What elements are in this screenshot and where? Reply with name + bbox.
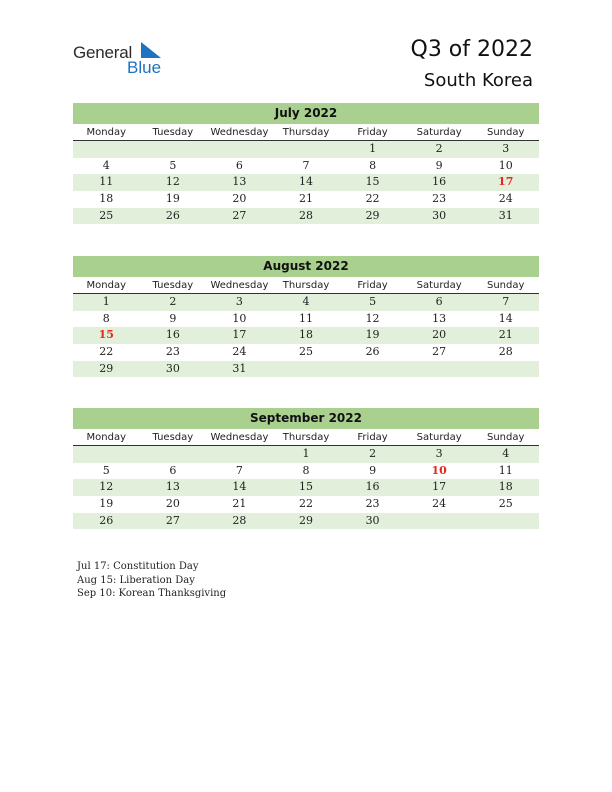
weekday-label: Thursday: [282, 127, 330, 138]
day-cell: 12: [165, 175, 180, 189]
week-row: [73, 294, 539, 311]
day-cell: 31: [232, 361, 247, 375]
brand-blue-text: Blue: [127, 58, 162, 77]
day-cell: 2: [169, 295, 177, 308]
day-cell: 20: [165, 497, 180, 511]
day-cell: 12: [99, 480, 114, 494]
day-cell: 16: [165, 328, 180, 342]
day-cell: 18: [99, 192, 114, 206]
day-cell: 26: [165, 208, 180, 222]
week-row: [73, 479, 539, 496]
day-cell: 20: [432, 328, 447, 342]
day-cell: 28: [298, 208, 313, 222]
day-cell: 1: [302, 447, 310, 460]
month-calendar-september: [73, 408, 539, 529]
weekday-label: Saturday: [416, 432, 462, 443]
month-title: July 2022: [73, 103, 539, 124]
day-cell: 11: [498, 463, 513, 477]
weekday-label: Monday: [86, 127, 127, 138]
week-row: [73, 344, 539, 361]
holiday-notes: [77, 560, 226, 601]
week-row: [73, 463, 539, 480]
weekday-label: Wednesday: [210, 280, 269, 291]
day-cell: 8: [302, 463, 310, 477]
day-cell: 9: [435, 158, 443, 172]
day-cell: 10: [232, 311, 247, 325]
day-cell: 28: [232, 513, 247, 527]
day-cell: 10: [498, 158, 513, 172]
day-cell: 14: [298, 175, 313, 189]
day-cell: 4: [102, 158, 110, 172]
weekday-label: Friday: [357, 280, 388, 291]
day-cell: 4: [502, 447, 510, 460]
day-cell: 24: [232, 345, 247, 359]
week-row: [73, 158, 539, 175]
day-cell: [472, 361, 539, 378]
day-cell: 23: [365, 497, 380, 511]
day-cell: 24: [432, 497, 447, 511]
day-cell: 23: [165, 345, 180, 359]
day-cell: 24: [498, 192, 513, 206]
weekday-label: Saturday: [416, 127, 462, 138]
day-cell: 8: [369, 158, 377, 172]
week-row: [73, 208, 539, 225]
weekday-label: Thursday: [282, 280, 330, 291]
day-cell: 31: [498, 208, 513, 222]
weekday-label: Tuesday: [152, 127, 194, 138]
weekday-header-row: [73, 124, 539, 141]
day-cell: 19: [99, 497, 114, 511]
day-cell: 10: [431, 463, 447, 477]
day-cell: 6: [169, 463, 177, 477]
day-cell: 30: [165, 361, 180, 375]
day-cell: 8: [102, 311, 110, 325]
day-cell: 1: [369, 142, 377, 155]
day-cell: 6: [435, 295, 443, 308]
day-cell: 2: [369, 447, 377, 460]
day-cell: 3: [235, 295, 243, 308]
day-cell: 5: [369, 295, 377, 308]
holiday-note: Sep 10: Korean Thanksgiving: [77, 588, 227, 599]
weekday-label: Sunday: [486, 127, 525, 138]
day-cell: 19: [365, 328, 380, 342]
week-row: [73, 513, 539, 530]
day-cell: [73, 141, 140, 158]
weekday-label: Sunday: [486, 432, 525, 443]
day-cell: 15: [365, 175, 380, 189]
day-cell: 27: [232, 208, 247, 222]
page-subtitle: South Korea: [423, 70, 533, 91]
day-cell: [140, 446, 207, 463]
day-cell: 16: [432, 175, 447, 189]
weekday-label: Wednesday: [210, 432, 269, 443]
day-cell: 30: [365, 513, 380, 527]
weeks-container: [73, 294, 539, 377]
page-title: Q3 of 2022: [410, 37, 533, 62]
week-row: [73, 327, 539, 344]
day-cell: 14: [232, 480, 247, 494]
weekday-label: Tuesday: [152, 432, 194, 443]
day-cell: 19: [165, 192, 180, 206]
day-cell: 12: [365, 311, 380, 325]
day-cell: 26: [365, 345, 380, 359]
day-cell: [73, 446, 140, 463]
weekday-label: Monday: [86, 280, 127, 291]
day-cell: [206, 446, 273, 463]
day-cell: 11: [298, 311, 313, 325]
day-cell: [273, 141, 340, 158]
day-cell: 29: [99, 361, 114, 375]
day-cell: 9: [369, 463, 377, 477]
day-cell: 28: [498, 345, 513, 359]
day-cell: 13: [432, 311, 447, 325]
weekday-label: Thursday: [282, 432, 330, 443]
day-cell: 25: [99, 208, 114, 222]
week-row: [73, 191, 539, 208]
day-cell: 16: [365, 480, 380, 494]
day-cell: 13: [232, 175, 247, 189]
day-cell: 6: [235, 158, 243, 172]
day-cell: 22: [298, 497, 313, 511]
weeks-container: [73, 141, 539, 224]
brand-general-text: General: [73, 43, 133, 62]
weekday-label: Monday: [86, 432, 127, 443]
weekday-label: Wednesday: [210, 127, 269, 138]
day-cell: 15: [298, 480, 313, 494]
day-cell: 22: [365, 192, 380, 206]
day-cell: 7: [502, 295, 510, 308]
month-title: August 2022: [73, 256, 539, 277]
day-cell: 23: [432, 192, 447, 206]
weekday-label: Friday: [357, 432, 388, 443]
week-row: [73, 174, 539, 191]
weekday-header-row: [73, 429, 539, 446]
weekday-label: Friday: [357, 127, 388, 138]
month-calendar-july: [73, 103, 539, 224]
day-cell: 14: [498, 311, 513, 325]
month-title: September 2022: [73, 408, 539, 429]
day-cell: 9: [169, 311, 177, 325]
day-cell: [406, 361, 473, 378]
day-cell: 30: [432, 208, 447, 222]
day-cell: 15: [98, 328, 114, 342]
weekday-header-row: [73, 277, 539, 294]
week-row: [73, 361, 539, 378]
day-cell: [140, 141, 207, 158]
weekday-label: Sunday: [486, 280, 525, 291]
weeks-container: [73, 446, 539, 529]
day-cell: 25: [298, 345, 313, 359]
day-cell: 5: [102, 463, 110, 477]
day-cell: 7: [302, 158, 310, 172]
day-cell: 2: [435, 142, 443, 155]
day-cell: 25: [498, 497, 513, 511]
day-cell: 18: [298, 328, 313, 342]
holiday-note: Aug 15: Liberation Day: [77, 574, 195, 586]
day-cell: 5: [169, 158, 177, 172]
day-cell: 29: [365, 208, 380, 222]
day-cell: 4: [302, 295, 310, 308]
day-cell: 21: [298, 192, 313, 206]
day-cell: 26: [99, 513, 114, 527]
day-cell: 21: [498, 328, 513, 342]
weekday-label: Saturday: [416, 280, 462, 291]
week-row: [73, 446, 539, 463]
day-cell: 29: [298, 513, 313, 527]
day-cell: 17: [498, 175, 514, 189]
day-cell: 17: [232, 328, 247, 342]
day-cell: 21: [232, 497, 247, 511]
day-cell: [406, 513, 473, 530]
brand-logo: [73, 40, 173, 80]
day-cell: 11: [99, 175, 114, 189]
day-cell: 27: [432, 345, 447, 359]
week-row: [73, 496, 539, 513]
day-cell: [472, 513, 539, 530]
day-cell: 17: [432, 480, 447, 494]
day-cell: 1: [102, 295, 110, 308]
day-cell: 27: [165, 513, 180, 527]
day-cell: 3: [435, 447, 443, 460]
weekday-label: Tuesday: [152, 280, 194, 291]
day-cell: [273, 361, 340, 378]
day-cell: 18: [498, 480, 513, 494]
day-cell: 22: [99, 345, 114, 359]
month-calendar-august: [73, 256, 539, 377]
brand-triangle-icon: [141, 42, 163, 60]
holiday-note: Jul 17: Constitution Day: [77, 561, 199, 572]
day-cell: [206, 141, 273, 158]
day-cell: 20: [232, 192, 247, 206]
week-row: [73, 141, 539, 158]
week-row: [73, 311, 539, 328]
day-cell: 3: [502, 142, 510, 155]
day-cell: 13: [165, 480, 180, 494]
day-cell: 7: [235, 463, 243, 477]
day-cell: [339, 361, 406, 378]
